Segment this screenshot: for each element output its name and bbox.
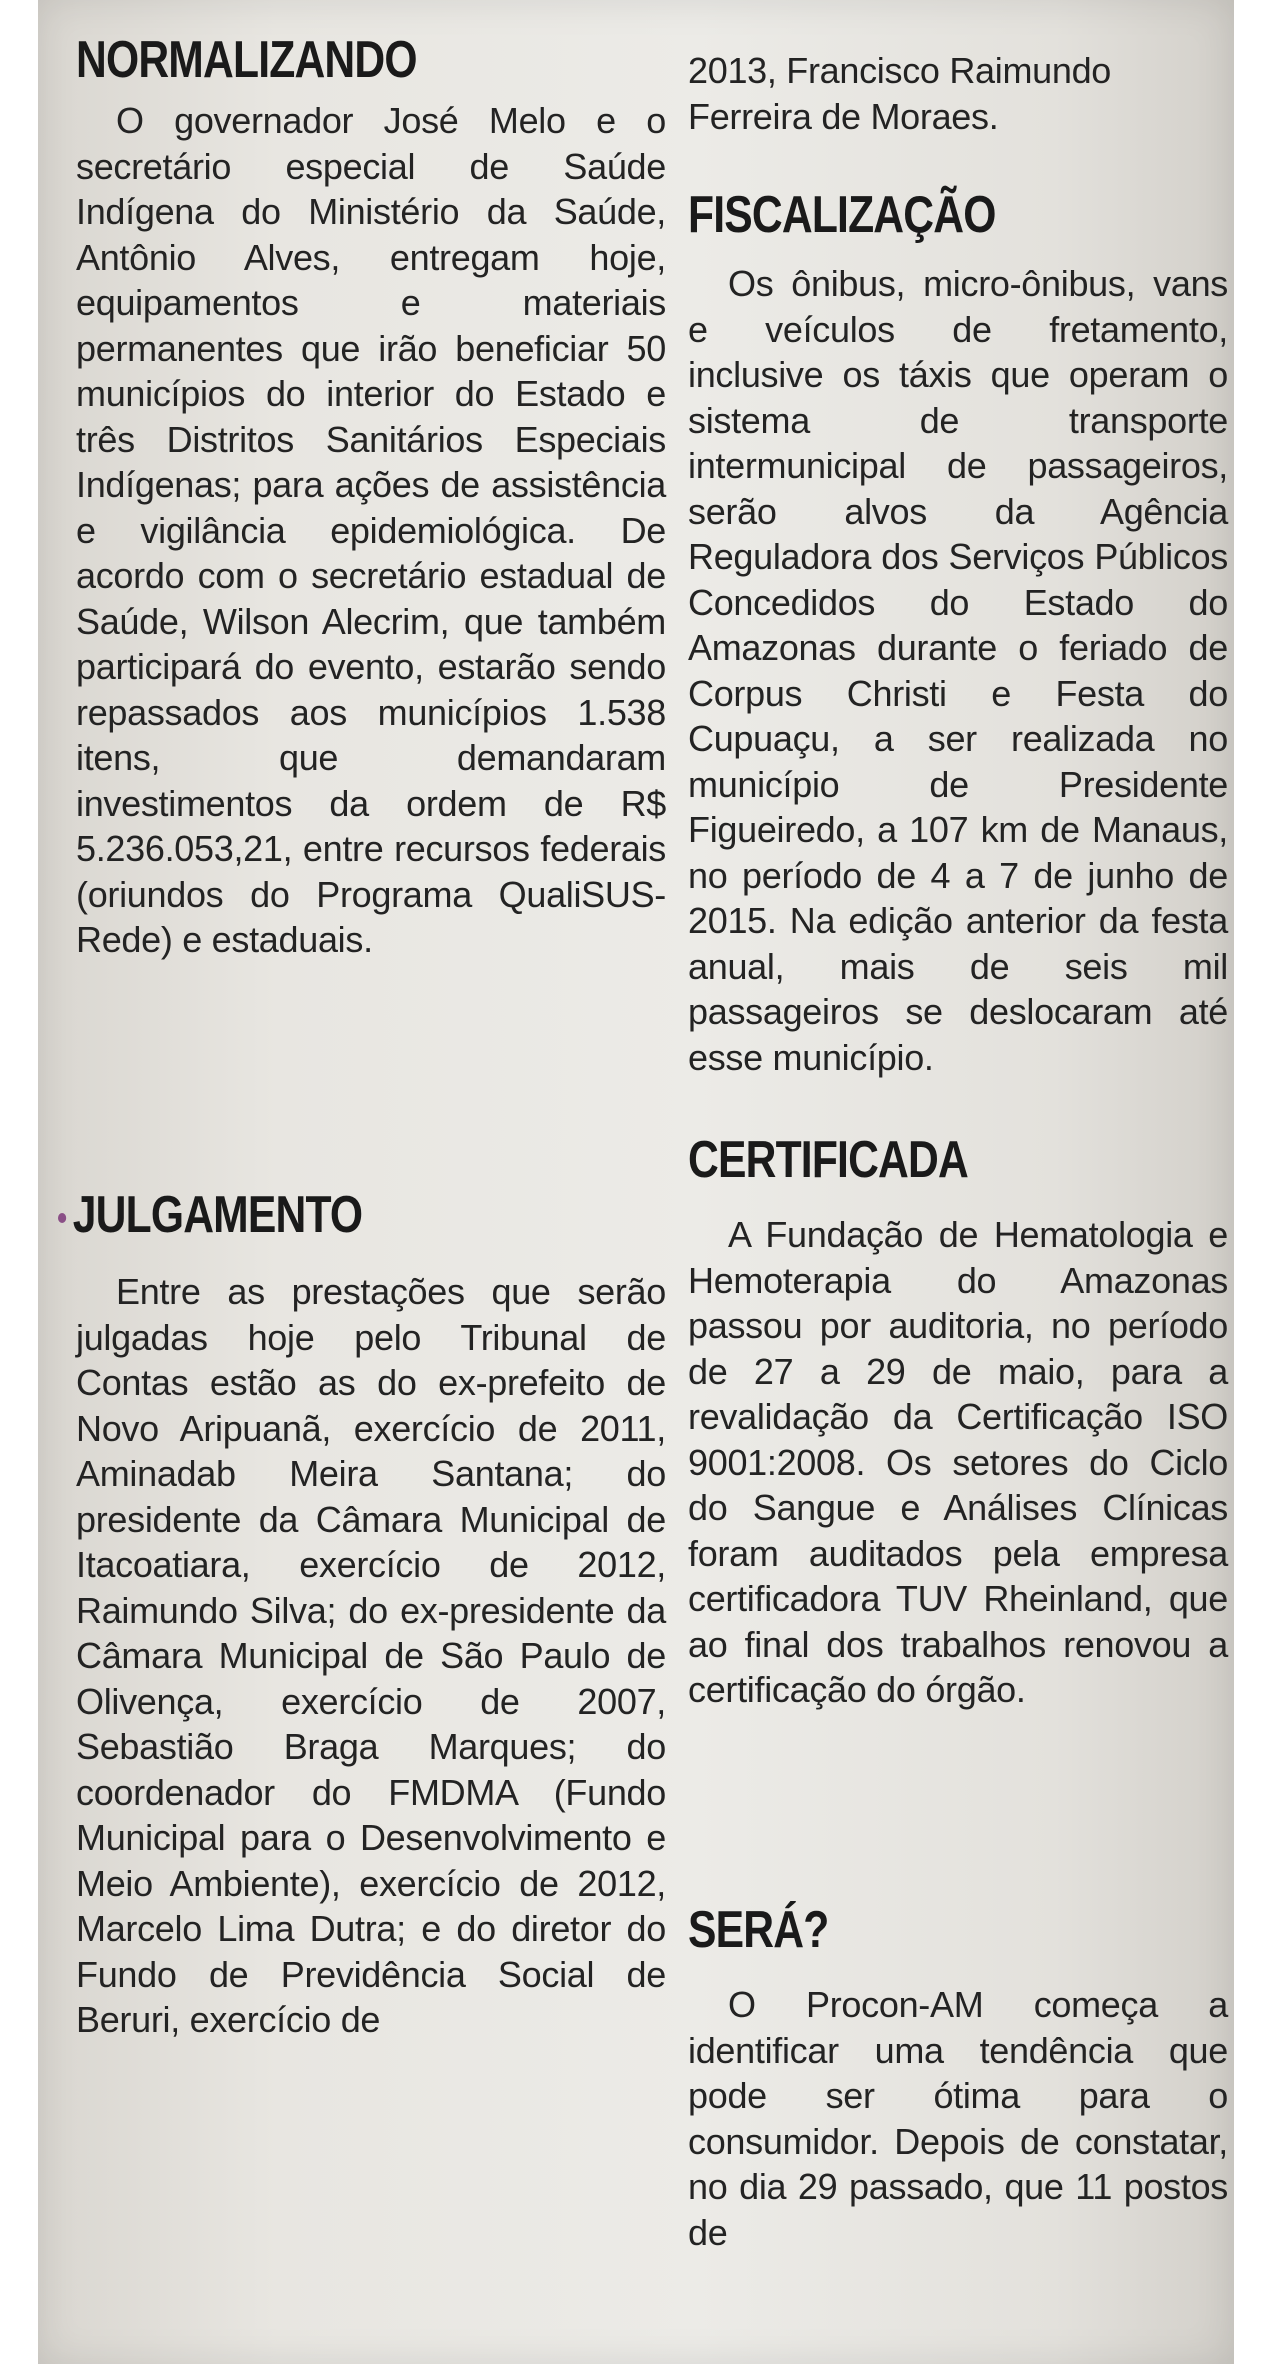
newspaper-clipping bbox=[38, 0, 1234, 2364]
section-body: O Procon-AM começa a identificar uma tendência que pode ser ótima para o consumidor. Depois de constatar, no dia 29 passado, que 11 postos de bbox=[688, 1984, 1228, 2253]
section-heading: CERTIFICADA bbox=[688, 1131, 968, 1189]
section-heading: FISCALIZAÇÃO bbox=[688, 186, 996, 244]
section-body: 2013, Francisco Raimundo Ferreira de Moraes. bbox=[688, 50, 1112, 137]
continuation-text bbox=[688, 48, 1228, 139]
section-fiscalizacao bbox=[688, 185, 1228, 1080]
section-body: O governador José Melo e o secretário especial de Saúde Indígena do Ministério da Saúde, Antônio Alves, entregam hoje, equipamentos e materiais permanentes que irão beneficiar 50 municípios do interior do Estado e três Distritos Sanitários Especiais Indígenas; para ações de assistência e vigilância epidemiológica. De acordo com o secretário estadual de Saúde, Wilson Alecrim, que também participará do evento, estarão sendo repassados aos municípios 1.538 itens, que demandaram investimentos da ordem de R$ 5.236.053,21, entre recursos federais (oriundos do Programa QualiSUS-Rede) e estaduais. bbox=[76, 100, 666, 960]
section-certificada bbox=[688, 1130, 1228, 1713]
section-heading bbox=[58, 1185, 557, 1245]
section-heading: SERÁ? bbox=[688, 1901, 829, 1959]
section-normalizando bbox=[76, 30, 666, 963]
section-sera bbox=[688, 1900, 1228, 2255]
section-body: A Fundação de Hematologia e Hemoterapia do Amazonas passou por auditoria, no período de 27 a 29 de maio, para a revalidação da Certificação ISO 9001:2008. Os setores do Ciclo do Sangue e Análises Clínicas foram auditados pela empresa certificadora TUV Rheinland, que ao final dos trabalhos renovou a certificação do órgão. bbox=[688, 1214, 1228, 1710]
heading-text: JULGAMENTO bbox=[72, 1186, 363, 1244]
section-body: Entre as prestações que serão julgadas hoje pelo Tribunal de Contas estão as do ex-prefeito de Novo Aripuanã, exercício de 2011, Aminadab Meira Santana; do presidente da Câmara Municipal de Itacoatiara, exercício de 2012, Raimundo Silva; do ex-presidente da Câmara Municipal de São Paulo de Olivença, exercício de 2007, Sebastião Braga Marques; do coordenador do FMDMA (Fundo Municipal para o Desenvolvimento e Meio Ambiente), exercício de 2012, Marcelo Lima Dutra; e do diretor do Fundo de Previdência Social de Beruri, exercício de bbox=[76, 1271, 666, 2040]
section-heading: NORMALIZANDO bbox=[76, 31, 417, 89]
section-julgamento bbox=[72, 1185, 666, 2043]
section-body: Os ônibus, micro-ônibus, vans e veículos de fretamento, inclusive os táxis que operam o sistema de transporte intermunicipal de passageiros, serão alvos da Agência Reguladora dos Serviços Públicos Concedidos do Estado do Amazonas durante o feriado de Corpus Christi e Festa do Cupuaçu, a ser realizada no município de Presidente Figueiredo, a 107 km de Manaus, no período de 4 a 7 de junho de 2015. Na edição anterior da festa anual, mais de seis mil passageiros se deslocaram até esse município. bbox=[688, 263, 1228, 1078]
bullet-icon bbox=[58, 1213, 66, 1223]
